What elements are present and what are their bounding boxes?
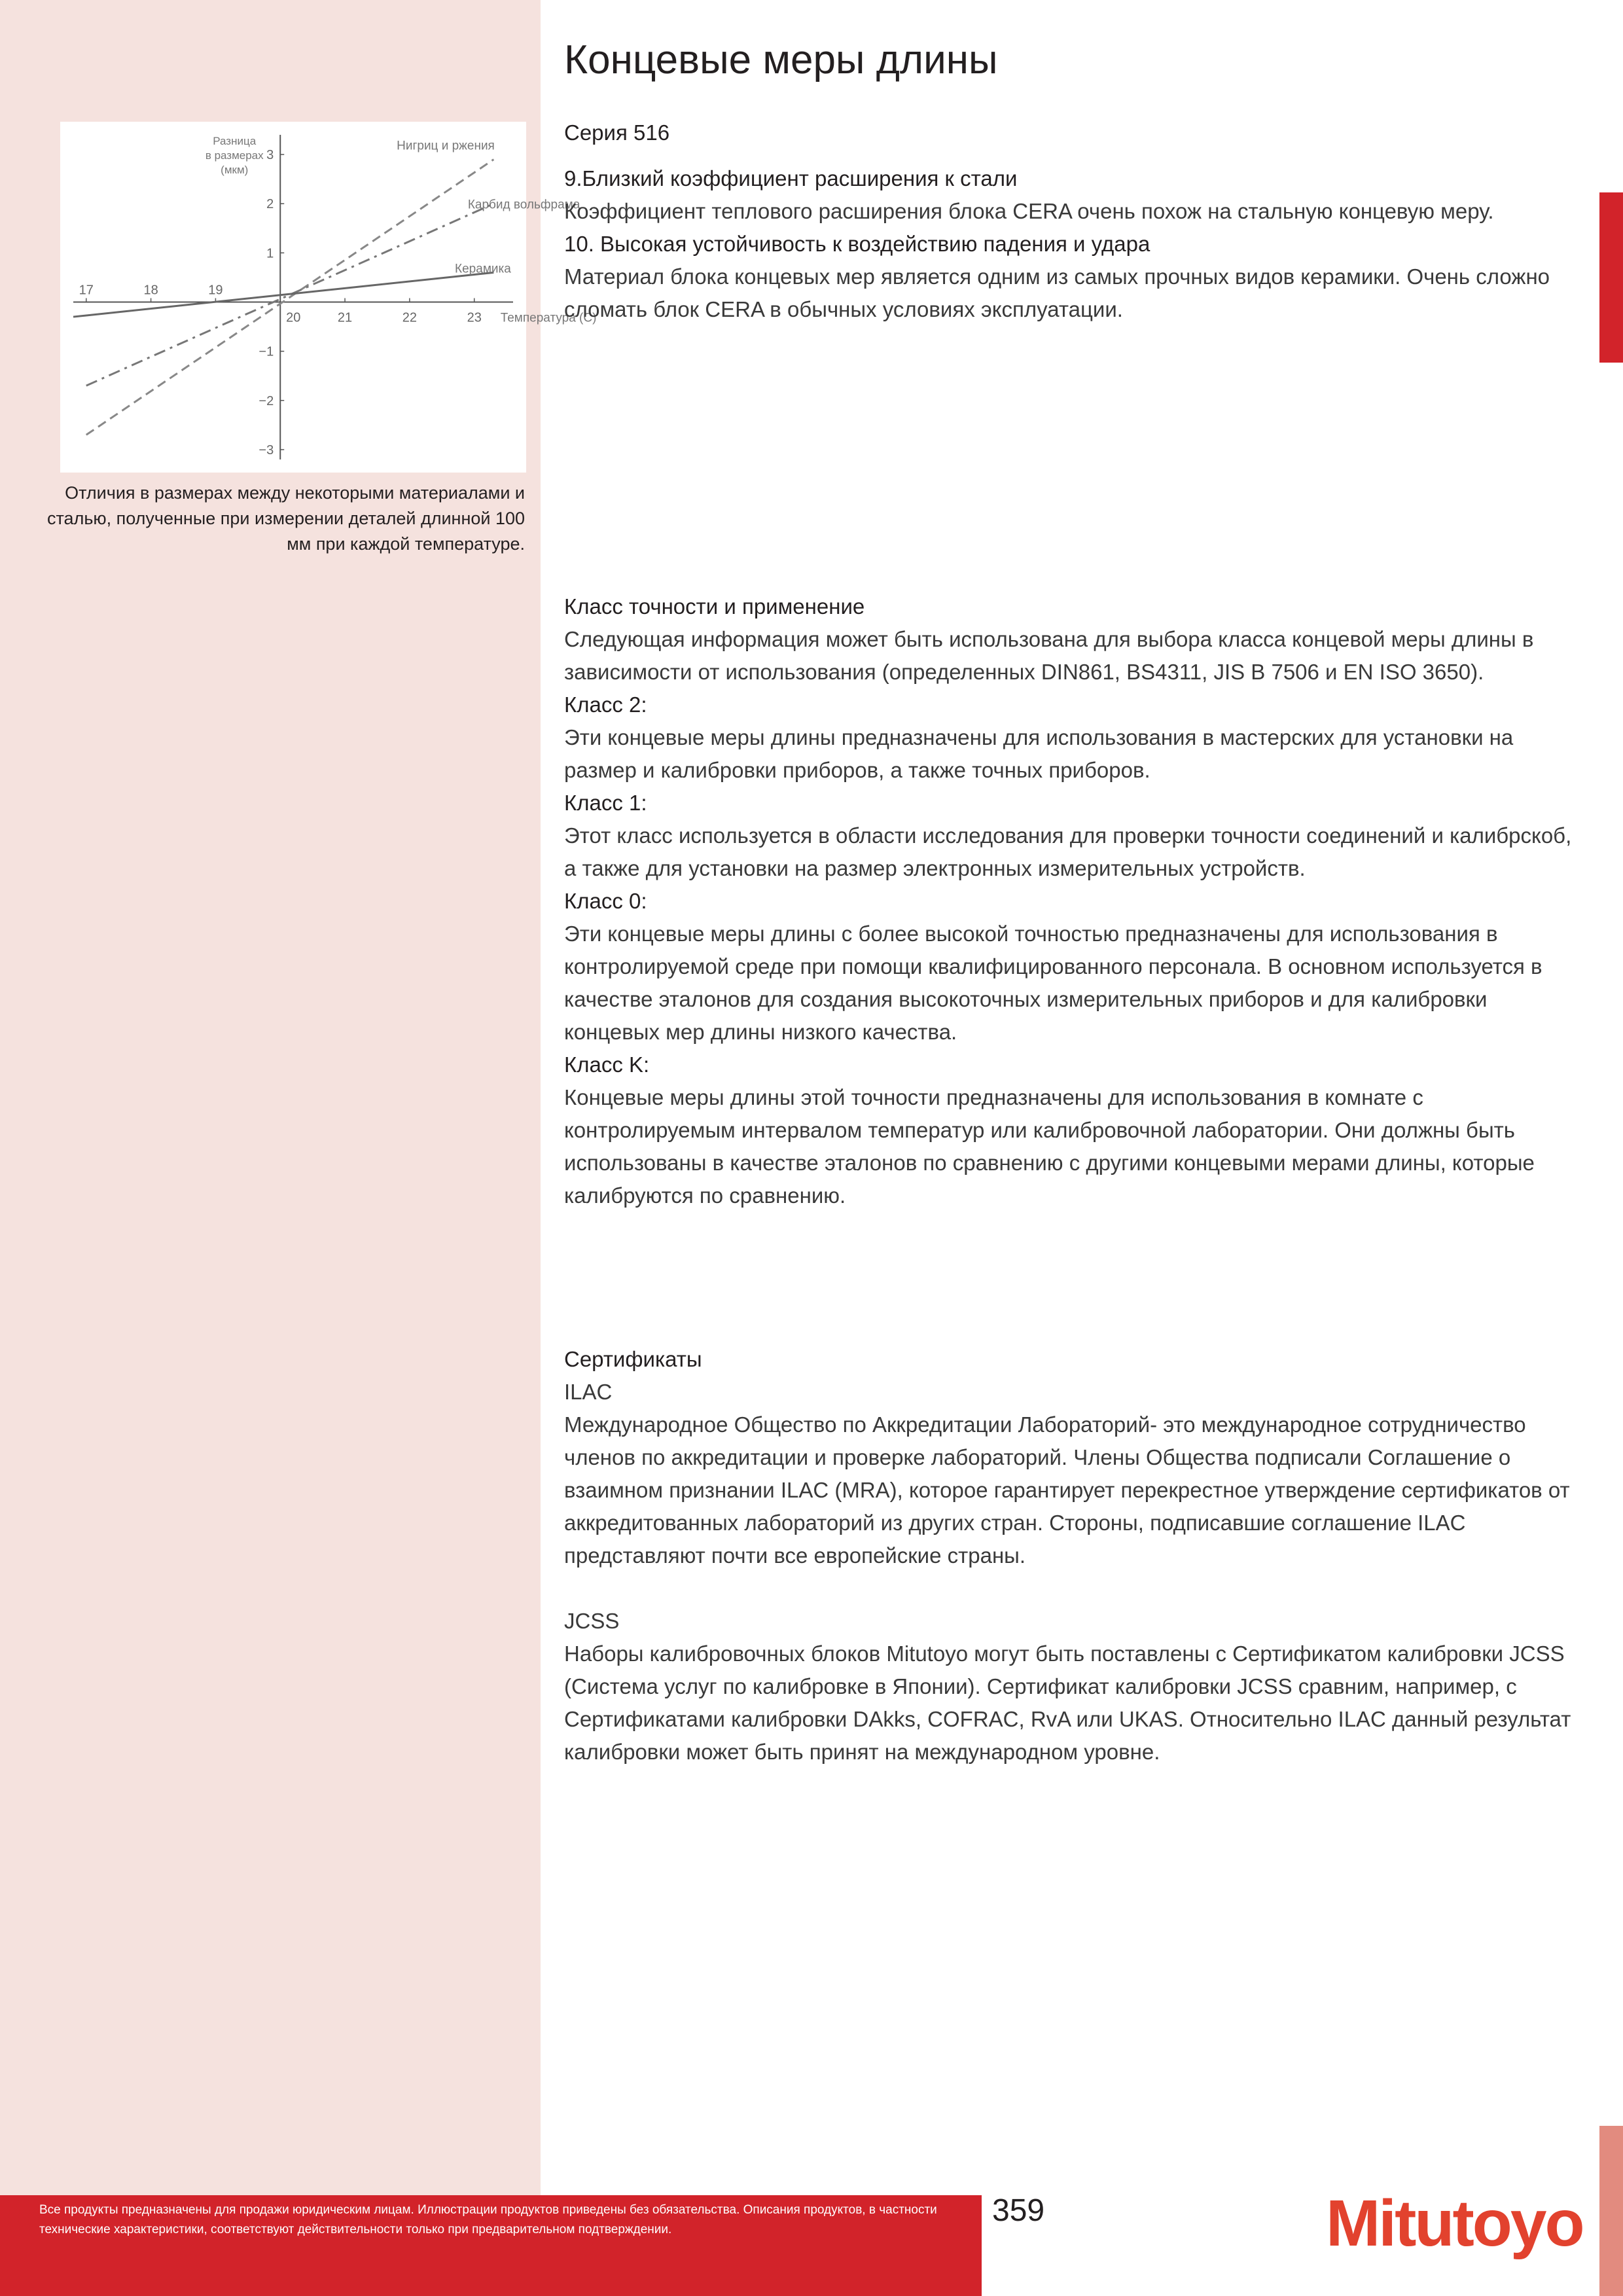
page-title: Концевые меры длины bbox=[564, 37, 998, 82]
class-0-label: Класс 0: bbox=[564, 889, 647, 913]
jcss-text: Наборы калибровочных блоков Mitutoyo могут быть поставлены с Сертификатом калибровки JCSS (Система услуг по калибровке в Японии). Сертификат калибровки JCSS сравним, например, с Сертификатами калибровки DAkks, COFRAC, RvA или UKAS. Относительно ILAC данный результат калибровки может быть принят на международном уровне. bbox=[564, 1641, 1571, 1764]
chart-y-tick-label: 3 bbox=[266, 148, 274, 163]
chart-series-label: Нигриц и ржения bbox=[397, 139, 495, 153]
chart-x-tick-label: 22 bbox=[402, 310, 418, 325]
class-0-text: Эти концевые меры длины с более высокой точностью предназначены для использования в контролируемой среде при помощи квалифицированного персонала. В основном используется в качестве эталонов для создания высокоточных измерительных приборов и для калибровки концевых мер длины низкого качества. bbox=[564, 922, 1543, 1044]
chart-x-tick-label: 17 bbox=[79, 283, 94, 298]
thermal-expansion-chart bbox=[60, 122, 597, 473]
chart-y-tick-label: −1 bbox=[259, 344, 274, 359]
feature-10-heading: 10. Высокая устойчивость к воздействию падения и удара bbox=[564, 232, 1150, 256]
feature-9-text: Коэффициент теплового расширения блока CERA очень похож на стальную концевую меру. bbox=[564, 199, 1494, 223]
chart-x-axis-title: Температура (C) bbox=[500, 311, 597, 325]
pink-side-tab bbox=[1599, 2126, 1623, 2296]
series-section bbox=[564, 117, 1572, 326]
chart-x-tick-label: 19 bbox=[208, 283, 223, 298]
chart-x-tick-label: 18 bbox=[143, 283, 158, 298]
chart-series-label: Керамика bbox=[455, 262, 511, 276]
red-side-tab bbox=[1599, 192, 1623, 363]
class-2-label: Класс 2: bbox=[564, 692, 647, 717]
jcss-title: JCSS bbox=[564, 1609, 620, 1633]
mitutoyo-logo: Mitutoyo bbox=[1326, 2187, 1583, 2260]
chart-caption: Отличия в размерах между некоторыми материалами и сталью, полученные при измерении деталей длинной 100 мм при каждой температуре. bbox=[46, 483, 525, 554]
class-k-text: Концевые меры длины этой точности предназначены для использования в комнате с контролируемым интервалом температур или калибровочной лаборатории. Они должны быть использованы в качестве эталонов по сравнению с другими концевыми мерами длины, которые калибруются по сравнению. bbox=[564, 1085, 1535, 1208]
class-1-label: Класс 1: bbox=[564, 791, 647, 815]
chart-series-line-2 bbox=[73, 272, 493, 317]
feature-9-heading: 9.Близкий коэффициент расширения к стали bbox=[564, 166, 1018, 190]
chart-x-tick-label: 23 bbox=[467, 310, 482, 325]
certificates-section bbox=[564, 1343, 1572, 1768]
accuracy-heading: Класс точности и применение bbox=[564, 594, 865, 619]
series-label: Серия 516 bbox=[564, 120, 670, 145]
chart-y-tick-label: −2 bbox=[259, 393, 274, 408]
chart-y-tick-label: −3 bbox=[259, 442, 274, 457]
ilac-text: Международное Общество по Аккредитации Лабораторий- это международное сотрудничество членов по аккредитации и проверке лабораторий. Члены Общества подписали Соглашение о взаимном признании ILAC (MRA), которое гарантирует перекрестное утверждение сертификатов от аккредитованных лабораторий из других стран. Стороны, подписавшие соглашение ILAC представляют почти все европейские страны. bbox=[564, 1412, 1570, 1568]
certificates-heading: Сертификаты bbox=[564, 1347, 702, 1371]
class-1-text: Этот класс используется в области исследования для проверки точности соединений и калибрскоб, а также для установки на размер электронных измерительных устройств. bbox=[564, 823, 1572, 880]
ilac-title: ILAC bbox=[564, 1380, 613, 1404]
chart-y-tick-label: 1 bbox=[266, 246, 274, 261]
class-k-label: Класс K: bbox=[564, 1052, 650, 1077]
page-number: 359 bbox=[992, 2193, 1045, 2228]
accuracy-intro: Следующая информация может быть использована для выбора класса концевой меры длины в зависимости от использования (определенных DIN861, BS4311, JIS B 7506 и EN ISO 3650). bbox=[564, 627, 1534, 684]
chart-series-label: Карбид вольфрама bbox=[467, 198, 580, 212]
chart-x-tick-label: 20 bbox=[286, 310, 301, 325]
chart-y-axis-title: Разница в размерах (мкм) bbox=[205, 135, 264, 177]
feature-10-text: Материал блока концевых мер является одним из самых прочных видов керамики. Очень сложно сломать блок CERA в обычных условиях эксплуатации. bbox=[564, 264, 1550, 321]
chart-x-tick-label: 21 bbox=[337, 310, 353, 325]
accuracy-section bbox=[564, 590, 1572, 1212]
chart-y-tick-label: 2 bbox=[266, 197, 274, 212]
class-2-text: Эти концевые меры длины предназначены для использования в мастерских для установки на размер и калибровки приборов, а также точных приборов. bbox=[564, 725, 1514, 782]
footer-disclaimer: Все продукты предназначены для продажи юридическим лицам. Иллюстрации продуктов приведены без обязательства. Описания продуктов, в частности технические характеристики, соответствуют действительности только при предварительном подтверждении. bbox=[39, 2203, 937, 2236]
